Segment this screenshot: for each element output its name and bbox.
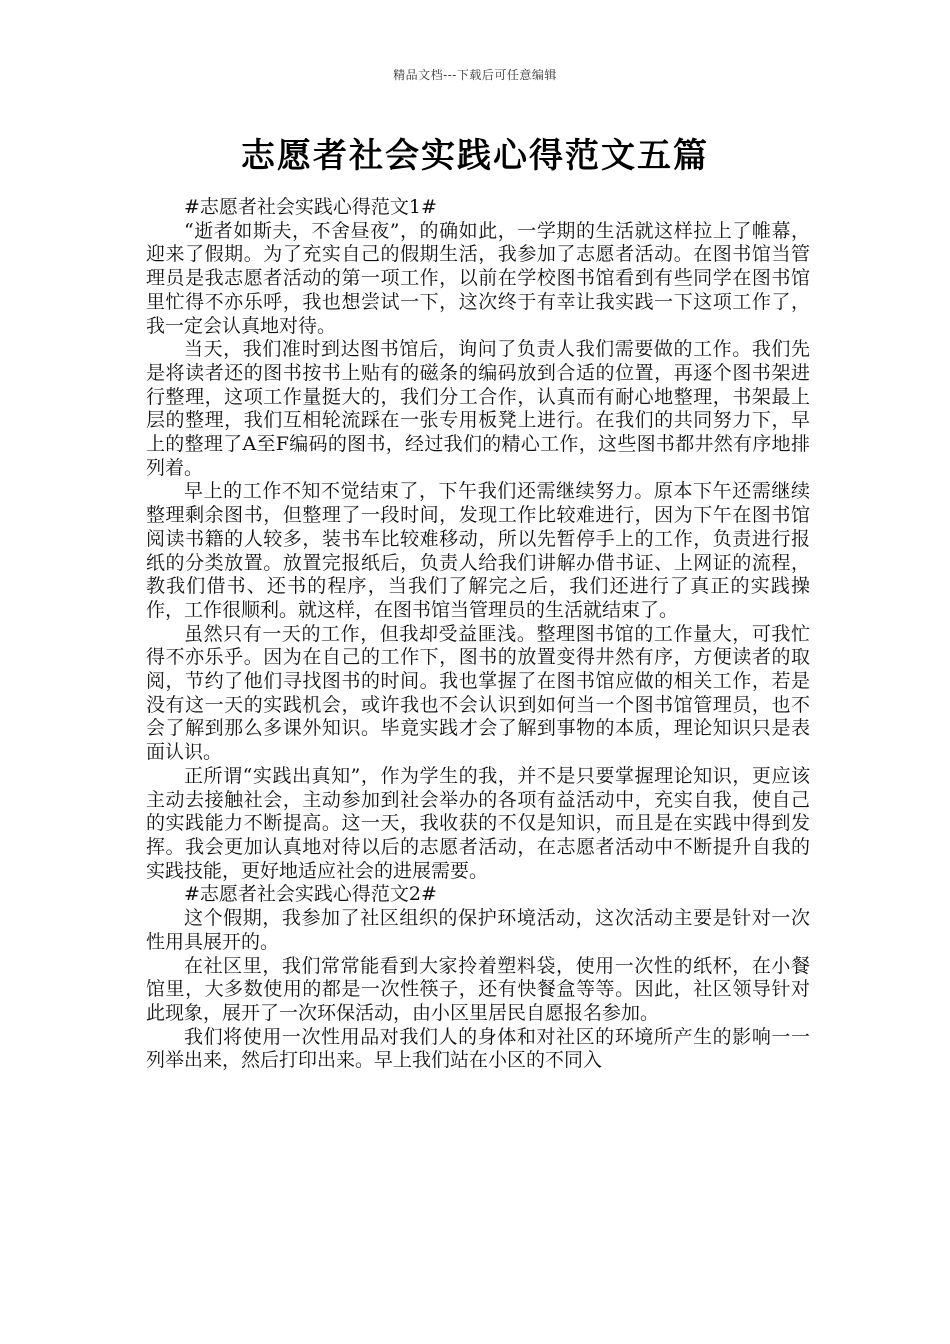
header-note: 精品文档---下载后可任意编辑 [393,68,557,82]
paragraph: 早上的工作不知不觉结束了，下午我们还需继续努力。原本下午还需继续整理剩余图书，但整理了一段时间，发现工作比较难进行，因为下午在图书馆阅读书籍的人较多，装书车比较难移动，所以先暂停手上的工作，负责进行报纸的分类放置。放置完报纸后，负责人给我们讲解办借书证、上网证的流程，教我们借书、还书的程序，当我们了解完之后，我们还进行了真正的实践操作，工作很顺利。就这样，在图书馆当管理员的生活就结束了。 [146,480,810,621]
paragraph: 在社区里，我们常常能看到大家拎着塑料袋，使用一次性的纸杯，在小餐馆里，大多数使用的都是一次性筷子，还有快餐盒等等。因此，社区领导针对此现象，展开了一次环保活动，由小区里居民自愿报名参加。 [146,954,810,1024]
document-body [146,196,810,1073]
paragraph: 当天，我们准时到达图书馆后，询问了负责人我们需要做的工作。我们先是将读者还的图书按书上贴有的磁条的编码放到合适的位置，再逐个图书架进行整理，这项工作量挺大的，我们分工合作，认真而有耐心地整理，书架最上层的整理，我们互相轮流踩在一张专用板凳上进行。在我们的共同努力下，早上的整理了A至F编码的图书，经过我们的精心工作，这些图书都井然有序地排列着。 [146,338,810,479]
section-heading-2: #志愿者社会实践心得范文2# [184,883,437,906]
paragraph: 正所谓“实践出真知”，作为学生的我，并不是只要掌握理论知识，更应该主动去接触社会，主动参加到社会举办的各项有益活动中，充实自我，使自己的实践能力不断提高。这一天，我收获的不仅是知识，而且是在实践中得到发挥。我会更加认真地对待以后的志愿者活动，在志愿者活动中不断提升自我的实践技能，更好地适应社会的进展需要。 [146,764,810,882]
paragraph: 这个假期，我参加了社区组织的保护环境活动，这次活动主要是针对一次性用具展开的。 [146,907,810,953]
document-title: 志愿者社会实践心得范文五篇 [241,136,709,176]
section-heading-1: #志愿者社会实践心得范文1# [184,196,437,218]
paragraph: “逝者如斯夫，不舍昼夜”，的确如此，一学期的生活就这样拉上了帷幕，迎来了假期。为了充实自己的假期生活，我参加了志愿者活动。在图书馆当管理员是我志愿者活动的第一项工作，以前在学校图书馆看到有些同学在图书馆里忙得不亦乐呼，我也想尝试一下，这次终于有幸让我实践一下这项工作了，我一定会认真地对待。 [146,219,810,337]
paragraph: 虽然只有一天的工作，但我却受益匪浅。整理图书馆的工作量大，可我忙得不亦乐乎。因为在自己的工作下，图书的放置变得井然有序，方便读者的取阅，节约了他们寻找图书的时间。我也掌握了在图书馆应做的相关工作，若是没有这一天的实践机会，或许我也不会认识到如何当一个图书馆管理员，也不会了解到那么多课外知识。毕竟实践才会了解到事物的本质，理论知识只是表面认识。 [146,622,810,764]
paragraph: 我们将使用一次性用品对我们人的身体和对社区的环境所产生的影响一一列举出来，然后打印出来。早上我们站在小区的不同入 [146,1025,810,1072]
